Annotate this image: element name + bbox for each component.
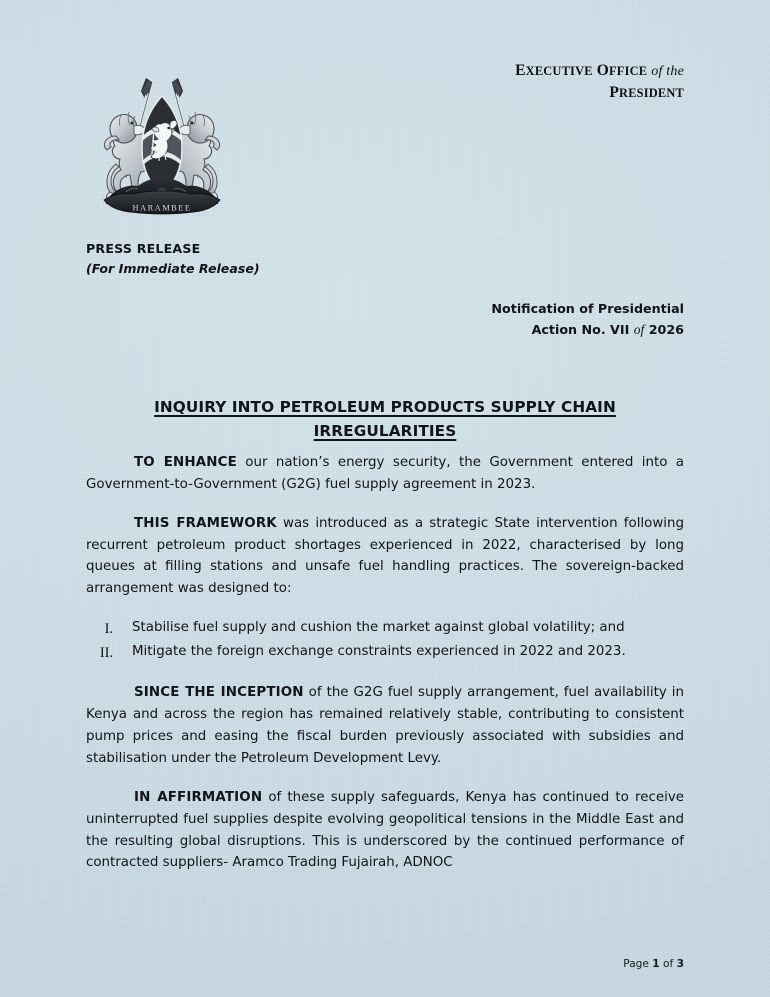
list-item bbox=[86, 641, 684, 665]
paragraph-in-affirmation bbox=[86, 787, 684, 874]
footer-current-page: 1 bbox=[652, 958, 660, 970]
document-body bbox=[86, 452, 684, 874]
paragraph-to-enhance bbox=[86, 452, 684, 496]
paragraph-2-lead: THIS FRAMEWORK bbox=[134, 515, 277, 531]
eop-ffice: FFICE bbox=[609, 64, 648, 78]
paragraph-this-framework bbox=[86, 513, 684, 600]
page-title-line-2: IRREGULARITIES bbox=[313, 421, 457, 440]
notification-line-2 bbox=[491, 319, 684, 340]
footer-page-middle: of bbox=[659, 958, 677, 970]
paragraph-3-text: of the G2G fuel supply arrangement, fuel availability in Kenya and across the region has remained relatively stable, contributing to consistent pump prices and easing the fiscal burden previously associated with subsidies and stabilisation under the Petroleum Development Levy. bbox=[86, 685, 684, 766]
page-footer bbox=[623, 958, 684, 970]
paragraph-4-lead: IN AFFIRMATION bbox=[134, 789, 263, 805]
eop-line-2 bbox=[344, 82, 684, 104]
eop-line-1 bbox=[344, 60, 684, 82]
notification-action-number: Action No. VII bbox=[531, 322, 630, 338]
list-item bbox=[86, 617, 684, 641]
notification-year: 2026 bbox=[648, 322, 684, 338]
press-release-label: PRESS RELEASE bbox=[86, 241, 201, 256]
notification-of: of bbox=[633, 322, 645, 338]
eop-o: O bbox=[596, 62, 610, 79]
notification-line-1: Notification of Presidential bbox=[491, 301, 684, 316]
eop-p: P bbox=[609, 84, 620, 101]
paragraph-2-text: was introduced as a strategic State intervention following recurrent petroleum product shortages experienced in 2022, characterised by long queues at filling stations and unsafe fuel handling practices. The sovereign-backed arrangement was designed to: bbox=[86, 515, 684, 597]
eop-resident: RESIDENT bbox=[619, 86, 684, 100]
notification-block bbox=[491, 299, 684, 340]
executive-office-heading bbox=[344, 60, 684, 104]
paragraph-4-text: of these supply safeguards, Kenya has continued to receive uninterrupted fuel supplies despite evolving geopolitical tensions in the Middle East and the resulting global disruptions. This is underscored by the continued performance of contracted suppliers- Aramco Trading Fujairah, ADNOC bbox=[86, 789, 684, 871]
list-item-label: Stabilise fuel supply and cushion the market against global volatility; and bbox=[132, 620, 625, 636]
paragraph-1-text: our nation’s energy security, the Government entered into a Government-to-Government (G2G) fuel supply agreement in 2023. bbox=[86, 455, 684, 492]
objectives-list bbox=[86, 617, 684, 665]
paragraph-since-the-inception bbox=[86, 682, 684, 769]
eop-e: E bbox=[515, 62, 526, 79]
page-title-line-1: INQUIRY INTO PETROLEUM PRODUCTS SUPPLY CHAIN bbox=[154, 398, 616, 417]
harambee-scroll bbox=[104, 191, 220, 214]
press-release-block bbox=[86, 239, 260, 280]
footer-total-pages: 3 bbox=[676, 958, 684, 970]
list-item-numeral: II. bbox=[99, 645, 113, 662]
eop-of-the: of the bbox=[651, 64, 684, 79]
footer-page-prefix: Page bbox=[623, 958, 653, 970]
kenya-coat-of-arms-icon bbox=[82, 60, 242, 220]
list-item-label: Mitigate the foreign exchange constraints experienced in 2022 and 2023. bbox=[132, 644, 626, 660]
eop-xecutive: XECUTIVE bbox=[525, 64, 593, 78]
list-item-numeral: I. bbox=[104, 621, 113, 638]
paragraph-1-lead: TO ENHANCE bbox=[134, 455, 237, 470]
paragraph-3-lead: SINCE THE INCEPTION bbox=[134, 685, 304, 701]
immediate-release-label: (For Immediate Release) bbox=[86, 261, 260, 277]
page-title bbox=[86, 396, 684, 443]
harambee-text: HARAMBEE bbox=[132, 203, 192, 213]
